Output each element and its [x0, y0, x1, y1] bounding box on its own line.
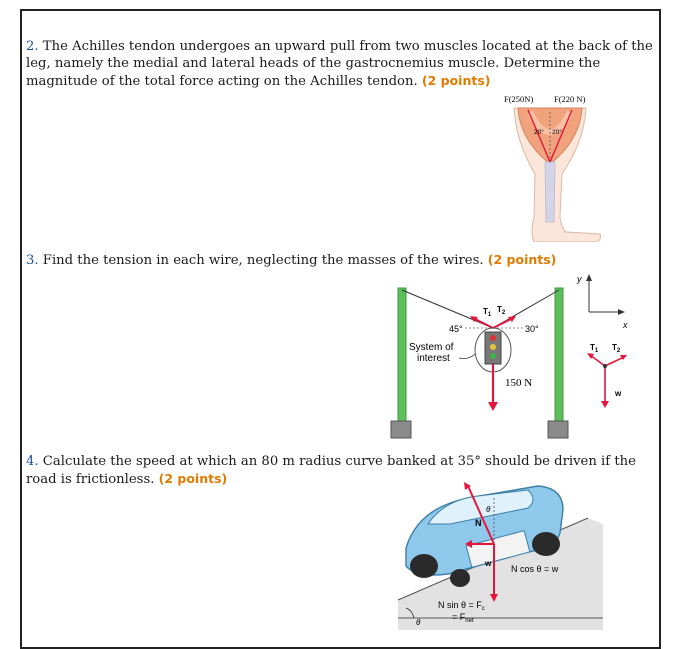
weight-car-label: w: [485, 559, 492, 568]
y-axis-arrowhead: [586, 274, 592, 281]
angle-45-label: 45°: [449, 324, 463, 334]
question-3-text: Find the tension in each wire, neglecting the masses of the wires.: [42, 253, 484, 268]
x-axis-label: x: [623, 320, 628, 330]
force-right-label: F(220 N): [554, 94, 586, 104]
light-green: [490, 353, 496, 359]
fbd-t2: [605, 357, 624, 366]
question-3-number: 3.: [26, 253, 39, 268]
traffic-light-figure: [385, 268, 655, 448]
weight-arrowhead: [488, 402, 498, 411]
y-axis-label: y: [577, 274, 582, 284]
weight-label: 150 N: [505, 377, 533, 389]
system-label-1: System of: [409, 342, 454, 353]
question-4-text: Calculate the speed at which an 80 m radius curve banked at 35° should be driven if the road is frictionless.: [26, 454, 636, 487]
light-yellow: [490, 344, 496, 350]
right-post: [555, 288, 563, 428]
system-pointer: [459, 354, 475, 359]
ncos-label: N cos θ = w: [511, 564, 559, 574]
nsin-label-2: = $F_{net}$: [452, 612, 474, 624]
question-2-points: (2 points): [421, 73, 491, 88]
fbd-w-head: [601, 401, 609, 408]
wheel-left: [410, 554, 438, 578]
t1-label: $T_1$: [483, 307, 492, 318]
right-base: [548, 421, 568, 438]
angle-right-label: 20°: [552, 129, 562, 136]
achilles-tendon: [545, 162, 555, 222]
question-2-text: The Achilles tendon undergoes an upward pull from two muscles located at the back of the leg, namely the medial and lateral heads of the gastrocnemius muscle. Determine the magnitude of the total force acting on the Achilles tendon.: [26, 39, 653, 89]
angle-left-label: 20°: [534, 129, 544, 136]
nsin-label-1: N $\sin \theta = F_c$: [438, 600, 485, 612]
question-2-number: 2.: [26, 39, 39, 54]
wheel-right: [532, 532, 560, 556]
fbd-t1-label: $T_1$: [590, 343, 599, 354]
banked-curve-figure: [388, 478, 603, 630]
wire-left: [402, 290, 493, 328]
left-base: [391, 421, 411, 438]
x-axis-arrowhead: [618, 309, 625, 315]
fbd-point: [603, 364, 607, 368]
theta-top-label: θ: [486, 505, 491, 514]
system-label-2: interest: [417, 353, 450, 364]
question-3-points: (2 points): [487, 252, 557, 267]
wheel-rear: [450, 569, 470, 587]
question-2: [26, 38, 656, 90]
question-4-points: (2 points): [158, 471, 228, 486]
theta-bottom-label: θ: [416, 618, 421, 627]
achilles-figure: [490, 92, 610, 242]
question-4-number: 4.: [26, 454, 39, 469]
question-3: [26, 251, 656, 269]
angle-30-label: 30°: [525, 324, 539, 334]
t2-label: $T_2$: [497, 305, 506, 316]
force-left-label: F(250N): [504, 94, 534, 104]
fbd-t2-label: $T_2$: [612, 343, 621, 354]
normal-label: N: [475, 518, 482, 528]
light-red: [490, 335, 496, 341]
fbd-w-label: w: [615, 389, 622, 398]
left-post: [398, 288, 406, 428]
